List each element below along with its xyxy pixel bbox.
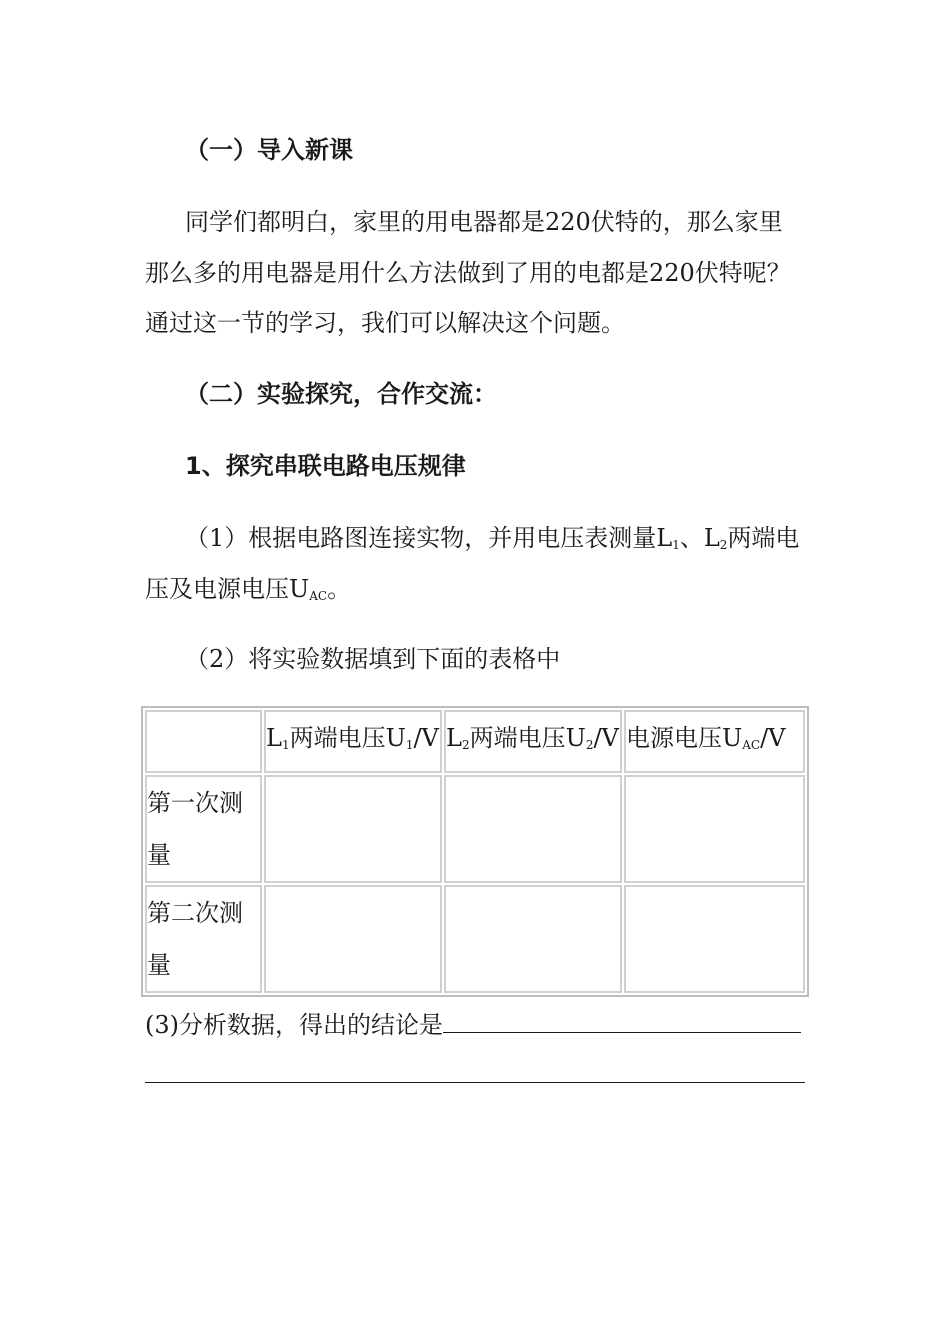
period: 。: [327, 575, 352, 603]
symbol-L1: $L_1$: [656, 524, 680, 552]
step1-text-2: 压及电源电压: [145, 575, 289, 603]
section-heading-intro: （一）导入新课: [185, 136, 353, 164]
step2-text: （2）将实验数据填到下面的表格中: [185, 645, 561, 673]
header-l2-voltage: $L_2$两端电压$U_2/V$: [444, 710, 622, 773]
row-label-first: 第一次测量: [145, 775, 262, 883]
intro-paragraph-line-3: 通过这一节的学习，我们可以解决这个问题。: [145, 309, 625, 337]
step1-text: （1）根据电路图连接实物，并用电压表测量: [185, 524, 657, 552]
cell-input[interactable]: [624, 775, 805, 883]
data-table: [141, 706, 809, 997]
cell-input[interactable]: [264, 775, 442, 883]
step3-text: (3)分析数据，得出的结论是: [145, 1011, 443, 1039]
table-row: [145, 775, 805, 883]
table-row: [145, 885, 805, 993]
subsection-heading: 1、探究串联电路电压规律: [185, 452, 466, 480]
intro-paragraph-line-2: 那么多的用电器是用什么方法做到了用的电都是220伏特呢？: [145, 259, 791, 287]
cell-input[interactable]: [624, 885, 805, 993]
table-header-row: [145, 710, 805, 773]
cell-input[interactable]: [264, 885, 442, 993]
step1-line-2: [145, 573, 351, 612]
symbol-Uac: $U_{AC}$: [289, 575, 328, 603]
cell-input[interactable]: [444, 775, 622, 883]
row-label-second: 第二次测量: [145, 885, 262, 993]
intro-paragraph-line-1: 同学们都明白，家里的用电器都是220伏特的，那么家里: [185, 208, 783, 236]
separator: 、: [679, 524, 704, 552]
table-corner-cell: [145, 710, 262, 773]
section-heading-experiment: （二）实验探究，合作交流：: [185, 380, 497, 408]
header-source-voltage: 电源电压$U_{AC}/V$: [624, 710, 805, 773]
step1-line-1: [185, 522, 799, 561]
conclusion-blank[interactable]: [443, 1006, 801, 1033]
step3-line: [145, 1006, 801, 1041]
step1-text-end: 两端电: [727, 524, 800, 552]
header-l1-voltage: $L_1$两端电压$U_1/V$: [264, 710, 442, 773]
conclusion-blank-line-2[interactable]: [145, 1082, 805, 1083]
symbol-L2: $L_2$: [703, 524, 728, 552]
cell-input[interactable]: [444, 885, 622, 993]
